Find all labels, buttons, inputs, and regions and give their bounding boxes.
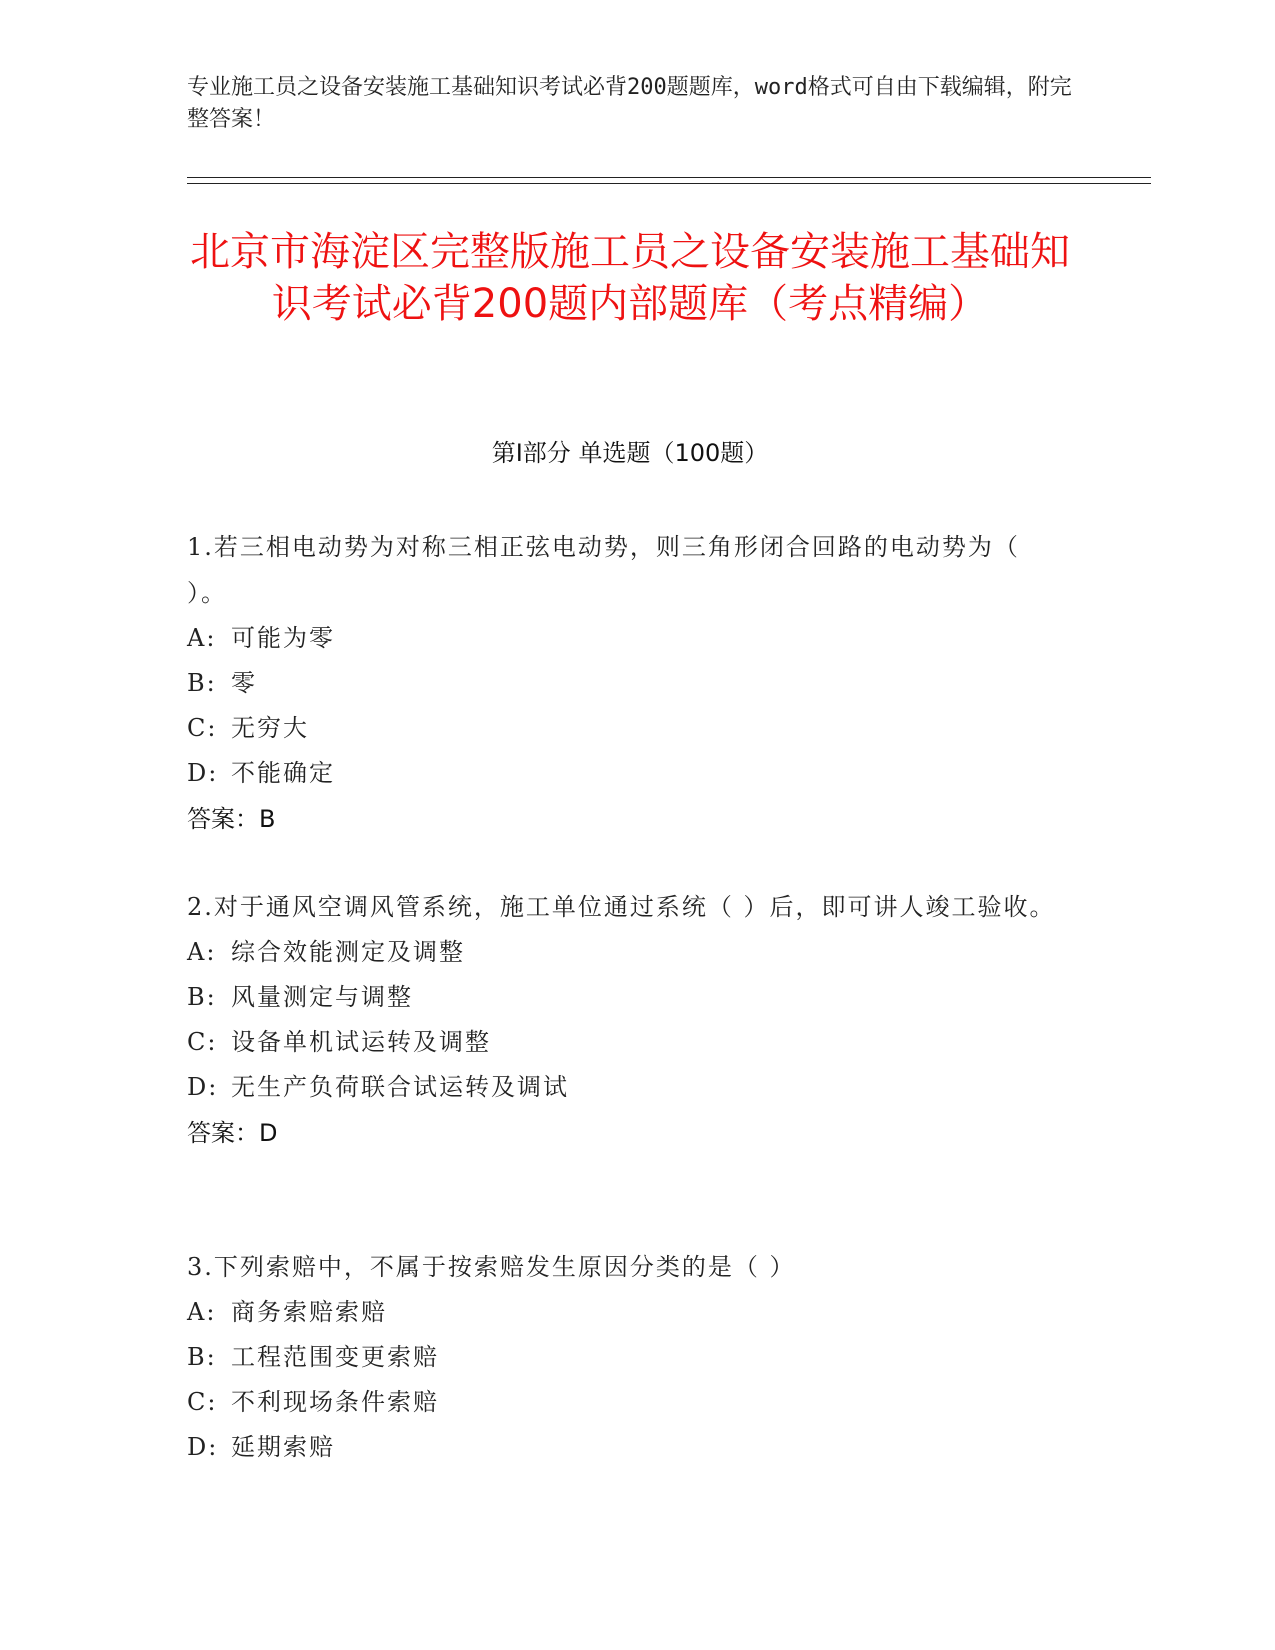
option-a — [187, 930, 1067, 975]
option-d — [187, 751, 1067, 796]
option-letter: C: — [187, 1028, 218, 1056]
option-text: 零 — [231, 669, 257, 697]
option-text: 设备单机试运转及调整 — [231, 1028, 491, 1056]
option-c — [187, 706, 1067, 751]
option-letter: A: — [187, 624, 217, 652]
question-stem: 3.下列索赔中，不属于按索赔发生原因分类的是（ ） — [187, 1253, 796, 1281]
option-c — [187, 1380, 1067, 1425]
option-letter: D: — [187, 759, 219, 787]
answer: 答案：D — [187, 1119, 278, 1147]
option-text: 商务索赔索赔 — [231, 1298, 387, 1326]
option-b — [187, 661, 1067, 706]
option-letter: B: — [187, 983, 217, 1011]
option-a — [187, 1290, 1067, 1335]
option-letter: D: — [187, 1073, 219, 1101]
option-text: 工程范围变更索赔 — [231, 1343, 439, 1371]
option-letter: B: — [187, 1343, 217, 1371]
option-text: 无生产负荷联合试运转及调试 — [231, 1073, 569, 1101]
option-letter: D: — [187, 1433, 219, 1461]
option-c — [187, 1020, 1067, 1065]
option-letter: C: — [187, 1388, 218, 1416]
option-letter: A: — [187, 938, 217, 966]
option-letter: A: — [187, 1298, 217, 1326]
option-text: 综合效能测定及调整 — [231, 938, 465, 966]
option-text: 无穷大 — [231, 714, 309, 742]
question-3 — [187, 1244, 1067, 1470]
option-text: 不利现场条件索赔 — [231, 1388, 439, 1416]
option-d — [187, 1425, 1067, 1470]
section-title: 第Ⅰ部分 单选题（100题） — [491, 439, 769, 467]
question-2 — [187, 884, 1067, 1156]
option-letter: C: — [187, 714, 218, 742]
question-stem: 1.若三相电动势为对称三相正弦电动势，则三角形闭合回路的电动势为（ ）。 — [187, 533, 1020, 607]
option-a — [187, 616, 1067, 661]
option-text: 风量测定与调整 — [231, 983, 413, 1011]
header-divider-bottom — [187, 183, 1151, 184]
option-b — [187, 1335, 1067, 1380]
option-text: 延期索赔 — [231, 1433, 335, 1461]
option-text: 不能确定 — [231, 759, 335, 787]
answer: 答案：B — [187, 805, 276, 833]
option-b — [187, 975, 1067, 1020]
option-letter: B: — [187, 669, 217, 697]
option-text: 可能为零 — [231, 624, 335, 652]
document-title: 北京市海淀区完整版施工员之设备安装施工基础知识考试必背200题内部题库（考点精编） — [190, 229, 1070, 327]
question-1 — [187, 524, 1067, 842]
header-divider-top — [187, 177, 1151, 178]
question-stem: 2.对于通风空调风管系统，施工单位通过系统（ ）后，即可讲人竣工验收。 — [187, 893, 1056, 921]
option-d — [187, 1065, 1067, 1110]
header-note: 专业施工员之设备安装施工基础知识考试必背200题题库，word格式可自由下载编辑，附完整答案！ — [187, 75, 1072, 132]
